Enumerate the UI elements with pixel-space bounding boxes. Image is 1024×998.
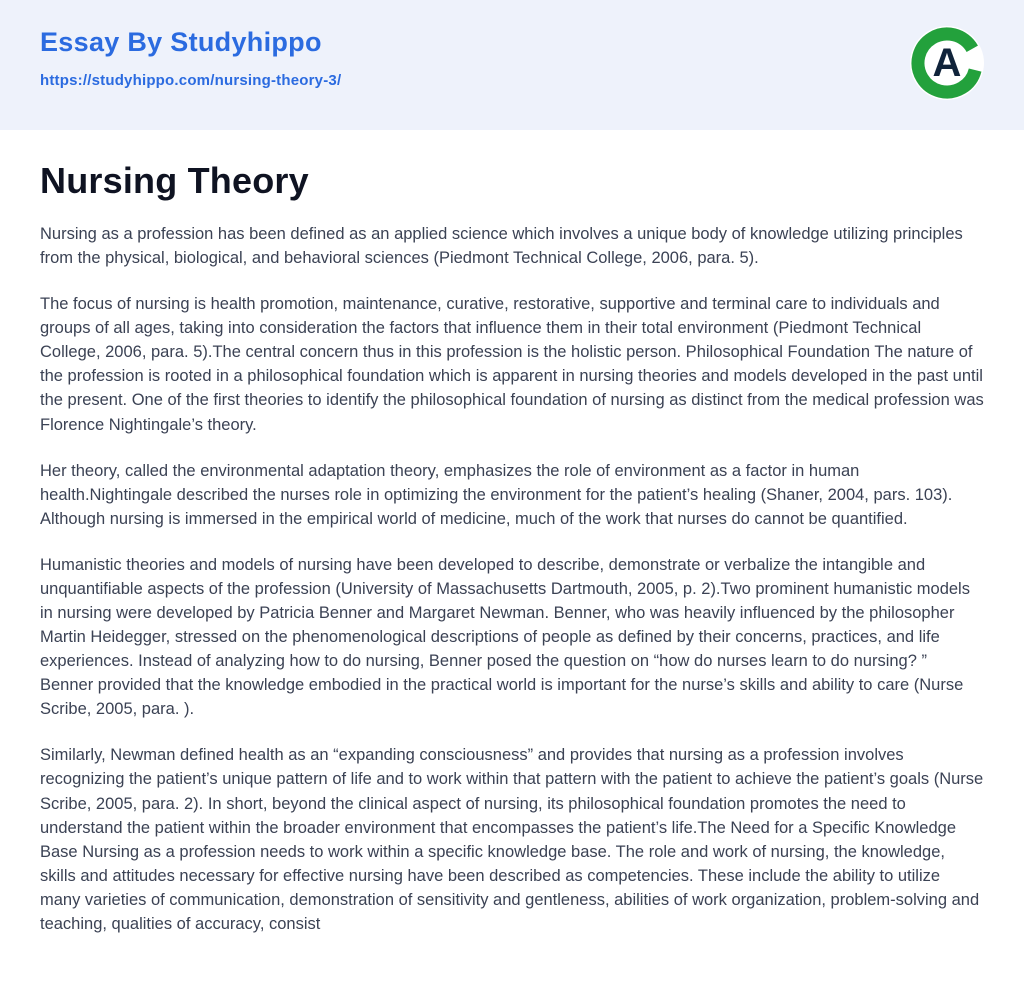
article-content <box>0 130 1024 998</box>
essay-body <box>40 222 984 936</box>
logo-a-icon <box>910 26 984 100</box>
site-title: Essay By Studyhippo <box>40 27 322 57</box>
page-title: Nursing Theory <box>40 160 309 201</box>
essay-paragraph: Her theory, called the environmental adaptation theory, emphasizes the role of environment as a factor in human health.Nightingale described the nurses role in optimizing the environment for the patient’s healing (Shaner, 2004, pars. 103). Although nursing is immersed in the empirical world of medicine, much of the work that nurses do cannot be quantified. <box>40 461 953 528</box>
essay-paragraph: The focus of nursing is health promotion, maintenance, curative, restorative, supportive and terminal care to individuals and groups of all ages, taking into consideration the factors that influence them in their total environment (Piedmont Technical College, 2006, para. 5).The central concern thus in this profession is the holistic person. Philosophical Foundation The nature of the profession is rooted in a philosophical foundation which is apparent in nursing theories and models developed in the past until the present. One of the first theories to identify the philosophical foundation of nursing as distinct from the medical profession was Florence Nightingale’s theory. <box>40 295 984 434</box>
studyhippo-logo[interactable] <box>910 26 984 100</box>
essay-paragraph: Humanistic theories and models of nursing have been developed to describe, demonstrate or verbalize the intangible and unquantifiable aspects of the profession (University of Massachusetts Dartmouth, 2005, p. 2).Two prominent humanistic models in nursing were developed by Patricia Benner and Margaret Newman. Benner, who was heavily influenced by the philosopher Martin Heidegger, stressed on the phenomenological descriptions of people as defined by their concerns, practices, and life experiences. Instead of analyzing how to do nursing, Benner posed the question on “how do nurses learn to do nursing? ” Benner provided that the knowledge embodied in the practical world is important for the nurse’s skills and ability to care (Nurse Scribe, 2005, para. ). <box>40 555 970 719</box>
page-header <box>0 0 1024 130</box>
svg-text:A: A <box>932 41 962 85</box>
source-url-link[interactable]: https://studyhippo.com/nursing-theory-3/ <box>40 72 342 90</box>
essay-paragraph: Nursing as a profession has been defined as an applied science which involves a unique body of knowledge utilizing principles from the physical, biological, and behavioral sciences (Piedmont Technical College, 2006, para. 5). <box>40 225 963 268</box>
essay-paragraph: Similarly, Newman defined health as an “expanding consciousness” and provides that nursing as a profession involves recognizing the patient’s unique pattern of life and to work within that pattern with the patient to achieve the patient’s goals (Nurse Scribe, 2005, para. 2). In short, beyond the clinical aspect of nursing, its philosophical foundation promotes the need to understand the patient within the broader environment that encompasses the patient’s life.The Need for a Specific Knowledge Base Nursing as a profession needs to work within a specific knowledge base. The role and work of nursing, the knowledge, skills and attitudes necessary for effective nursing have been described as competencies. These include the ability to utilize many varieties of communication, demonstration of sensitivity and gentleness, abilities of work organization, problem-solving and teaching, qualities of accuracy, consist <box>40 746 984 933</box>
